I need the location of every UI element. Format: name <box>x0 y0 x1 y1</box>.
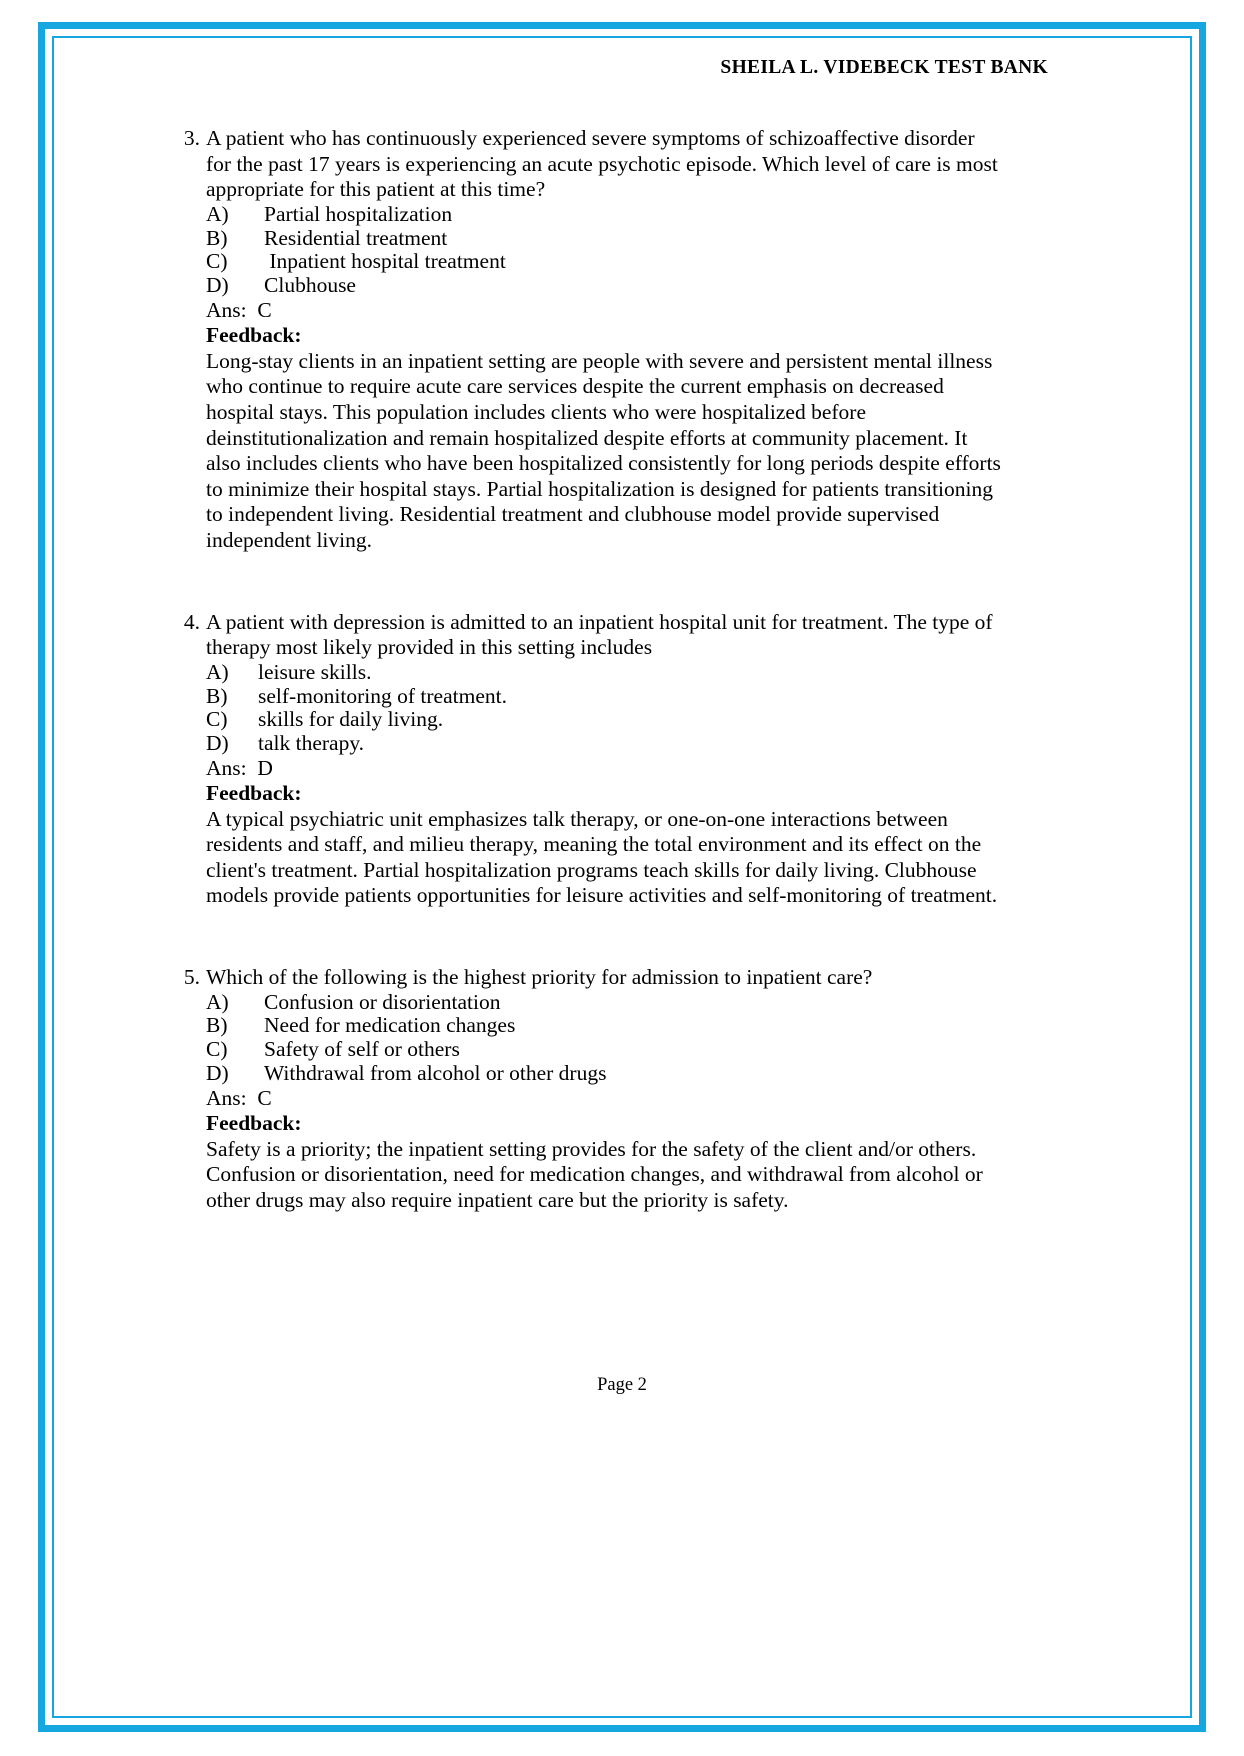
option-letter: B) <box>206 1013 228 1038</box>
answer-line: Ans: D <box>206 755 273 780</box>
option-row[interactable] <box>206 991 1004 1015</box>
option-letter: A) <box>206 201 229 226</box>
option-text: Residential treatment <box>264 225 448 250</box>
option-text: Withdrawal from alcohol or other drugs <box>264 1061 607 1086</box>
option-text: Partial hospitalization <box>264 201 453 226</box>
option-letter: C) <box>206 249 228 274</box>
question-number: 4. <box>183 609 200 634</box>
option-text: Confusion or disorientation <box>264 989 501 1014</box>
question-list <box>176 126 1004 1213</box>
feedback-text: Safety is a priority; the inpatient setting provides for the safety of the client and/or others. Confusion or disorientation, need for medication changes, and withdrawal from alcohol or other drugs may also require inpatient care but the priority is safety. <box>206 1136 983 1212</box>
feedback-text: Long-stay clients in an inpatient setting are people with severe and persistent mental illness who continue to require acute care services despite the current emphasis on decreased hospital stays. This population includes clients who were hospitalized before deinstitutionalization and remain hospitalized despite efforts at community placement. It also includes clients who have been hospitalized consistently for long periods despite efforts to minimize their hospital stays. Partial hospitalization is designed for patients transitioning to independent living. Residential treatment and clubhouse model provide supervised independent living. <box>206 348 1001 552</box>
option-row[interactable] <box>206 1038 1004 1062</box>
option-text: Inpatient hospital treatment <box>264 249 506 274</box>
option-list <box>176 661 1004 756</box>
question-heading <box>176 126 1004 203</box>
option-letter: D) <box>206 1061 229 1086</box>
option-letter: D) <box>206 731 229 756</box>
option-letter: B) <box>206 225 228 250</box>
option-letter: B) <box>206 683 228 708</box>
question-block <box>176 965 1004 1213</box>
option-letter: A) <box>206 659 229 684</box>
option-text: Need for medication changes <box>264 1013 516 1038</box>
option-text: leisure skills. <box>258 659 372 684</box>
option-row[interactable] <box>206 732 1004 756</box>
option-row[interactable] <box>206 708 1004 732</box>
feedback-label: Feedback: <box>206 1111 302 1136</box>
option-row[interactable] <box>206 274 1004 298</box>
option-letter: A) <box>206 989 229 1014</box>
running-head: SHEILA L. VIDEBECK TEST BANK <box>720 57 1048 78</box>
question-heading <box>176 965 1004 991</box>
option-row[interactable] <box>206 250 1004 274</box>
option-text: talk therapy. <box>258 731 365 756</box>
option-row[interactable] <box>206 227 1004 251</box>
feedback-text: A typical psychiatric unit emphasizes talk therapy, or one-on-one interactions between residents and staff, and milieu therapy, meaning the total environment and its effect on the client's treatment. Partial hospitalization programs teach skills for daily living. Clubhouse models provide patients opportunities for leisure activities and self-monitoring of treatment. <box>206 806 998 908</box>
option-row[interactable] <box>206 1014 1004 1038</box>
option-row[interactable] <box>206 203 1004 227</box>
question-stem: Which of the following is the highest priority for admission to inpatient care? <box>206 965 873 990</box>
option-list <box>176 203 1004 298</box>
question-block <box>176 126 1004 554</box>
option-text: Clubhouse <box>264 273 356 298</box>
page-footer: Page 2 <box>597 1375 647 1395</box>
question-block <box>176 610 1004 910</box>
option-letter: C) <box>206 707 228 732</box>
option-text: self-monitoring of treatment. <box>258 683 507 708</box>
option-letter: D) <box>206 273 229 298</box>
option-text: Safety of self or others <box>264 1037 460 1062</box>
option-text: skills for daily living. <box>258 707 444 732</box>
question-stem: A patient with depression is admitted to an inpatient hospital unit for treatment. The type of therapy most likely provided in this setting includes <box>206 609 993 660</box>
feedback-label: Feedback: <box>206 781 302 806</box>
option-row[interactable] <box>206 1062 1004 1086</box>
answer-line: Ans: C <box>206 297 272 322</box>
question-stem: A patient who has continuously experienced severe symptoms of schizoaffective disorder for the past 17 years is experiencing an acute psychotic episode. Which level of care is most appropriate for this patient at this time? <box>206 126 998 202</box>
question-number: 5. <box>183 965 200 990</box>
option-row[interactable] <box>206 661 1004 685</box>
option-row[interactable] <box>206 685 1004 709</box>
option-list <box>176 991 1004 1086</box>
question-number: 3. <box>183 126 200 150</box>
question-heading <box>176 610 1004 661</box>
answer-line: Ans: C <box>206 1085 272 1110</box>
feedback-label: Feedback: <box>206 323 302 348</box>
option-letter: C) <box>206 1037 228 1062</box>
